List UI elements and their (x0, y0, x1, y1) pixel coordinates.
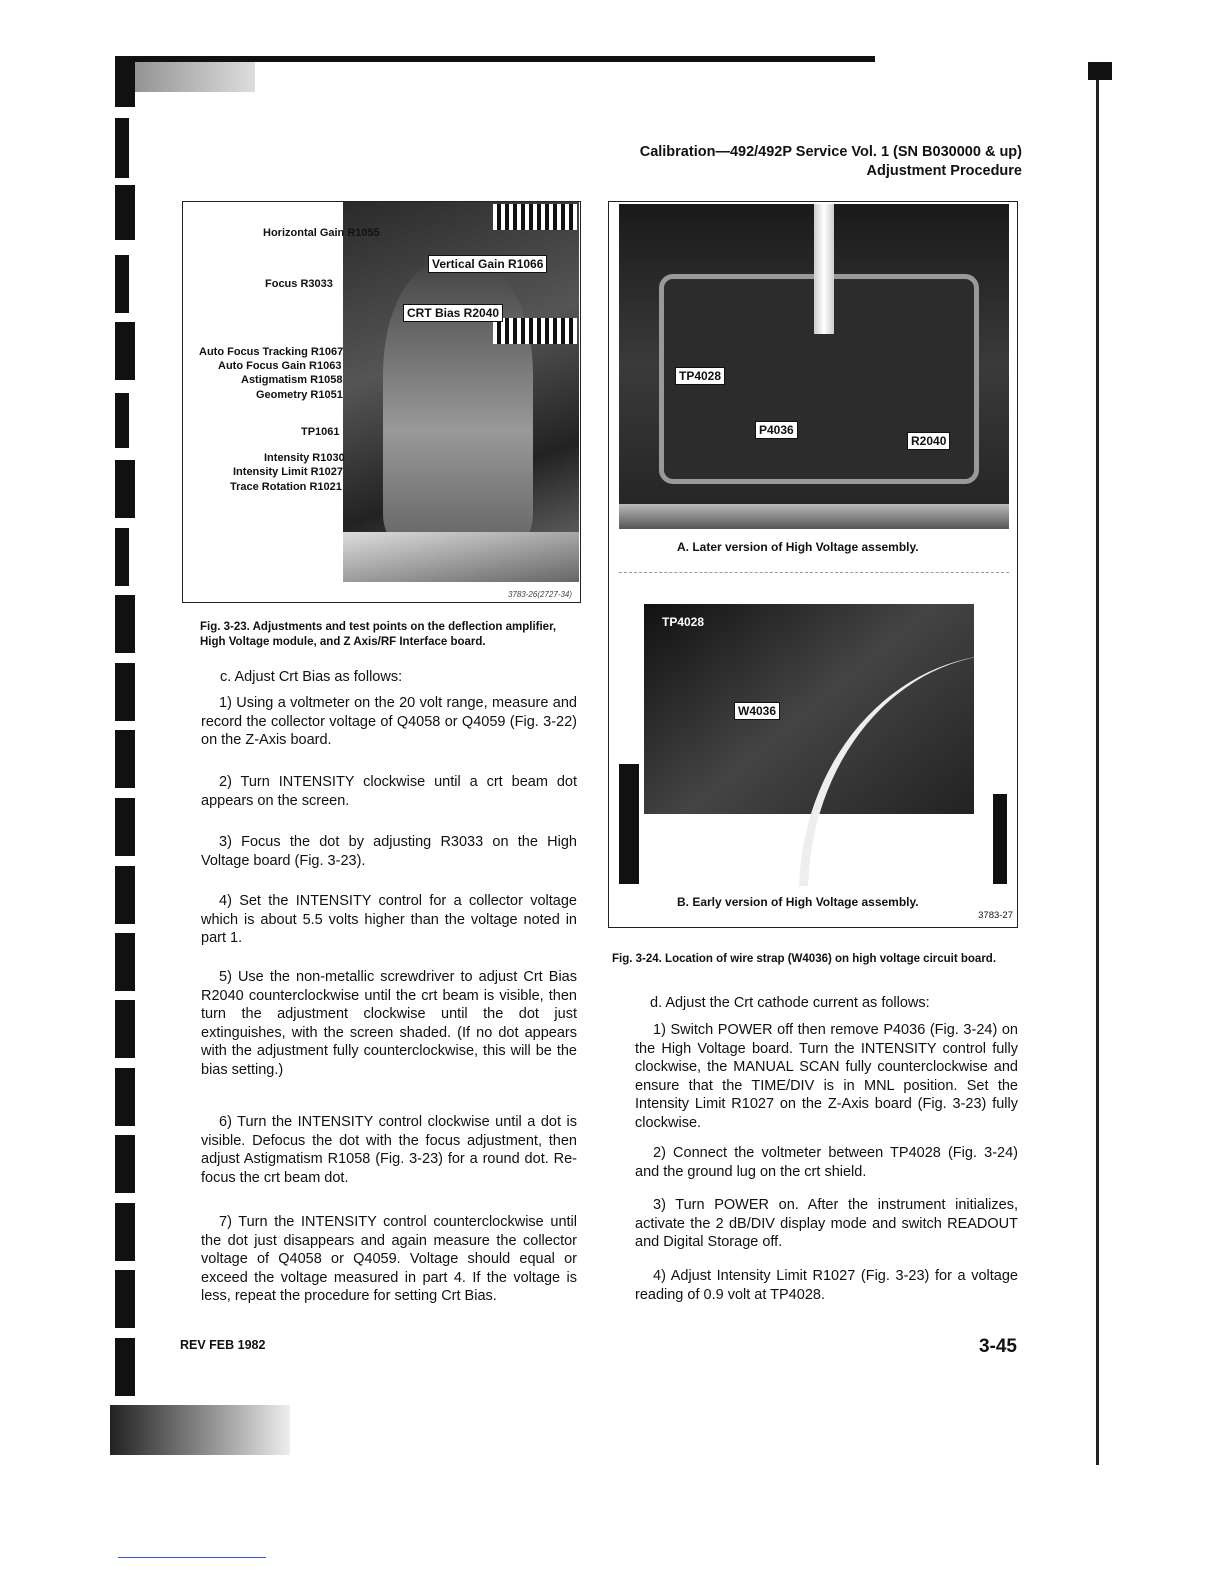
page-number: 3-45 (978, 1336, 1017, 1357)
b-label-tp4028: TP4028 (662, 615, 705, 629)
bottom-scan-speckle (110, 1405, 290, 1455)
top-scan-speckle (115, 62, 255, 92)
step-d-1: 1) Switch POWER off then remove P4036 (Fig. 3-24) on the High Voltage board. Turn the INTENSITY control fully clockwise, the MANUAL SCAN fully counterclockwise and ensure that the TIME/DIV is in MNL position. Set the Intensity Limit R1027 on the Z-Axis board (Fig. 3-23) fully clockwise. (635, 1022, 1018, 1131)
step-c-2: 2) Turn INTENSITY clockwise until a crt beam dot appears on the screen. (201, 774, 577, 809)
a-label-p4036: P4036 (755, 421, 798, 439)
step-d-2: 2) Connect the voltmeter between TP4028 (Fig. 3-24) and the ground lug on the crt shield. (635, 1145, 1018, 1180)
wire-bundle (814, 204, 834, 334)
fig-3-24-caption: Fig. 3-24. Location of wire strap (W4036) on high voltage circuit board. (612, 953, 997, 965)
a-label-tp4028: TP4028 (675, 367, 725, 385)
fig-3-24a-caption: A. Later version of High Voltage assembly. (677, 540, 919, 554)
callout-astigmatism: Astigmatism R1058 (241, 374, 343, 386)
fig-3-23-ref: 3783-26(2727-34) (507, 590, 572, 599)
callout-auto-focus-tracking: Auto Focus Tracking R1067 (199, 346, 344, 358)
callout-auto-focus-gain: Auto Focus Gain R1063 (218, 360, 342, 372)
step-c-1: 1) Using a voltmeter on the 20 volt range, measure and record the collector voltage of Q4058 or Q4059 (Fig. 3-22) on the Z-Axis board. (201, 695, 577, 748)
chassis-rail (619, 504, 1009, 529)
callout-tp1061: TP1061 (301, 426, 340, 438)
callout-focus: Focus R3033 (265, 278, 333, 290)
step-c-7: 7) Turn the INTENSITY control counterclockwise until the dot just disappears and again measure the collector voltage of Q4058 or Q4059. Voltage should equal or exceed the voltage measured in part 4. If the voltage is less, repeat the procedure for setting Crt Bias. (201, 1214, 577, 1304)
step-c-6: 6) Turn the INTENSITY control clockwise until a dot is visible. Defocus the dot with the focus adjustment, then adjust Astigmatism R1058 (Fig. 3-23) for a round dot. Re-focus the crt beam dot. (201, 1114, 577, 1186)
step-c-5: 5) Use the non-metallic screwdriver to adjust Crt Bias R2040 counterclockwise until the crt beam is visible, then turn the adjustment clockwise until the dot just extinguishes, with the screen shaded. (If no dot appears with the adjustment fully counterclockwise, this will be the bias setting.) (201, 969, 577, 1078)
a-label-r2040: R2040 (907, 432, 950, 450)
bottom-link-line (118, 1557, 266, 1558)
fig-3-23-caption: Fig. 3-23. Adjustments and test points on the deflection amplifier, High Voltage module, and Z Axis/RF Interface board. (200, 621, 557, 648)
step-d-4: 4) Adjust Intensity Limit R1027 (Fig. 3-23) for a voltage reading of 0.9 volt at TP4028. (635, 1268, 1018, 1303)
fig-3-24-frame (608, 201, 1018, 928)
label-vertical-gain: Vertical Gain R1066 (428, 255, 547, 273)
step-d-3: 3) Turn POWER on. After the instrument initializes, activate the 2 dB/DIV display mode and switch READOUT and Digital Storage off. (635, 1197, 1018, 1250)
connector-strip-top (493, 204, 577, 230)
fig-3-23-frame (182, 201, 581, 603)
step-c-4: 4) Set the INTENSITY control for a collector voltage which is about 5.5 volts higher than the voltage noted in part 1. (201, 893, 577, 946)
right-page-edge-line (1096, 80, 1099, 1465)
board-edge (343, 532, 579, 582)
a-b-divider (619, 572, 1009, 573)
header-subtitle: Adjustment Procedure (866, 163, 1022, 179)
callout-horizontal-gain: Horizontal Gain R1055 (263, 227, 380, 239)
label-crt-bias: CRT Bias R2040 (403, 304, 503, 322)
callout-intensity: Intensity R1030 (264, 452, 345, 464)
callout-intensity-limit: Intensity Limit R1027 (233, 466, 344, 478)
right-page-edge (1088, 62, 1112, 80)
b-right-bracket (993, 794, 1007, 884)
connector-strip-mid (493, 318, 577, 344)
header-title: Calibration—492/492P Service Vol. 1 (SN B030000 & up) (639, 144, 1022, 160)
step-c-heading: c. Adjust Crt Bias as follows: (220, 669, 403, 685)
fig-3-24a-photo (619, 204, 1009, 529)
callout-trace-rotation: Trace Rotation R1021 (230, 481, 342, 493)
revision-date: REV FEB 1982 (180, 1338, 266, 1352)
step-c-3: 3) Focus the dot by adjusting R3033 on the High Voltage board (Fig. 3-23). (201, 834, 577, 869)
fig-3-24b-photo (619, 594, 1009, 886)
b-left-bracket (619, 764, 639, 884)
step-d-heading: d. Adjust the Crt cathode current as follows: (650, 995, 930, 1011)
running-header (560, 143, 1022, 181)
fig-3-24-ref: 3783-27 (978, 910, 1013, 921)
callout-geometry: Geometry R1051 (256, 389, 343, 401)
fig-3-24b-caption: B. Early version of High Voltage assembly. (677, 895, 919, 909)
b-label-w4036: W4036 (734, 702, 780, 720)
